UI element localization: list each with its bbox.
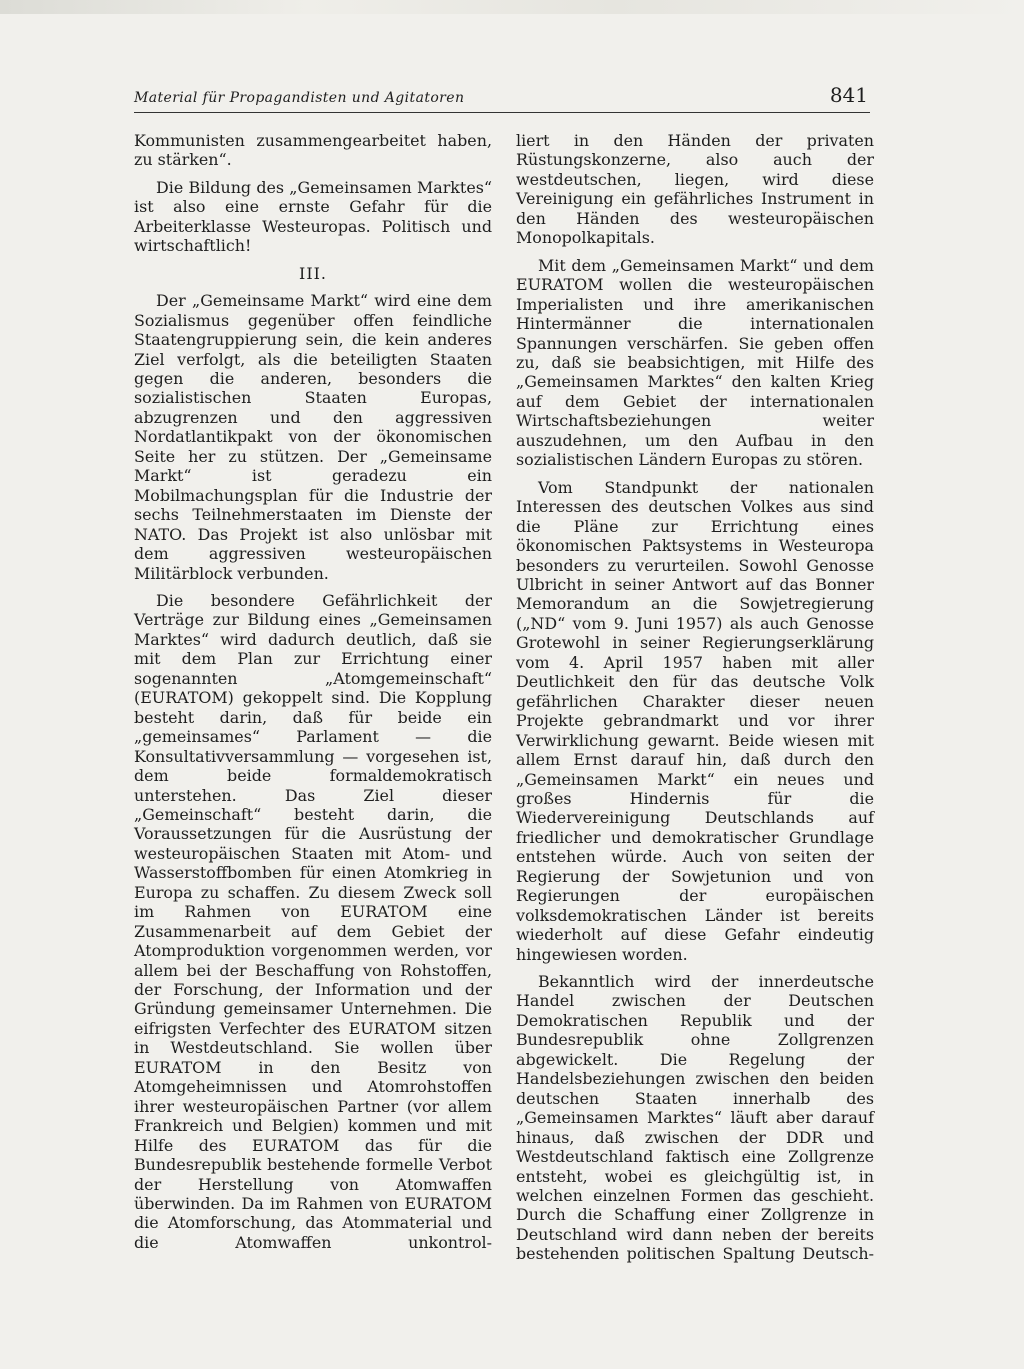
page-header <box>134 80 870 113</box>
scan-edge <box>0 0 1024 14</box>
section-heading: III. <box>299 263 327 283</box>
paragraph: Vom Standpunkt der nationalen Interessen des deutschen Volkes aus sind die Pläne zur Errichtung eines ökonomischen Paktsystems in Westeuropa besonders zu verurteilen. Sowohl Genosse Ulbricht in seiner Antwort auf das Bonner Memorandum an die Sowjetregierung („ND“ vom 9. Juni 1957) als auch Genosse Grotewohl in seiner Regierungserklärung vom 4. April 1957 haben mit aller Deutlichkeit den für das deutsche Volk gefährlichen Charakter dieser neuen Projekte gebrandmarkt und vor ihrer Verwirklichung gewarnt. Beide wiesen mit allem Ernst darauf hin, daß durch den „Gemeinsamen Markt“ ein neues und großes Hindernis für die Wiedervereinigung Deutschlands auf friedlicher und demokratischer Grundlage entstehen würde. Auch von seiten der Regierung der Sowjetunion und von Regierungen der europäischen volksdemokratischen Länder ist bereits wiederholt auf diese Gefahr eindeutig hingewiesen worden. <box>516 477 874 964</box>
paragraph: Mit dem „Gemeinsamen Markt“ und dem EURATOM wollen die westeuropäischen Imperialisten und ihre amerikanischen Hintermänner die internationalen Spannungen verschärfen. Sie geben offen zu, daß sie beabsichtigen, mit Hilfe des „Gemeinsamen Marktes“ den kalten Krieg auf dem Gebiet der internationalen Wirtschaftsbeziehungen weiter auszudehnen, um den Aufbau in den sozialistischen Ländern Europas zu stören. <box>516 255 874 470</box>
right-column <box>516 131 874 1272</box>
left-column <box>134 131 492 1260</box>
paragraph: Die Bildung des „Gemeinsamen Marktes“ ist also eine ernste Gefahr für die Arbeiterklasse Westeuropas. Politisch und wirtschaftlich! <box>134 177 492 256</box>
paragraph: Bekanntlich wird der innerdeutsche Handel zwischen der Deutschen Demokratischen Republik und der Bundesrepublik ohne Zollgrenzen abgewickelt. Die Regelung der Handelsbeziehungen zwischen den beiden deutschen Staaten innerhalb des „Gemeinsamen Marktes“ läuft aber darauf hinaus, daß zwischen der DDR und Westdeutschland faktisch eine Zollgrenze entsteht, wobei es gleichgültig ist, in welchen einzelnen Formen das geschieht. Durch die Schaffung einer Zollgrenze in Deutschland wird dann neben der bereits bestehenden politischen Spaltung Deutsch- <box>516 972 874 1264</box>
paragraph: Der „Gemeinsame Markt“ wird eine dem Sozialismus gegenüber offen feindliche Staatengruppierung sein, die kein anderes Ziel verfolgt, als die beteiligten Staaten gegen die anderen, besonders die sozialistischen Staaten Europas, abzugrenzen und den aggressiven Nordatlantikpakt von der ökonomischen Seite her zu stützen. Der „Gemeinsame Markt“ ist geradezu ein Mobilmachungsplan für die Industrie der sechs Teilnehmerstaaten im Dienste der NATO. Das Projekt ist also unlösbar mit dem aggressiven westeuropäischen Militärblock verbunden. <box>134 291 492 583</box>
running-title: Material für Propagandisten und Agitatoren <box>134 90 465 106</box>
page-number: 841 <box>829 83 868 107</box>
paragraph: Kommunisten zusammengearbeitet haben, zu stärken“. <box>134 131 492 170</box>
paragraph: Die besondere Gefährlichkeit der Verträge zur Bildung eines „Gemeinsamen Marktes“ wird dadurch deutlich, daß sie mit dem Plan zur Errichtung einer sogenannten „Atomgemeinschaft“ (EURATOM) gekoppelt sind. Die Kopplung besteht darin, daß für beide ein „gemeinsames“ Parlament — die Konsultativversammlung — vorgesehen ist, dem beide formaldemokratisch unterstehen. Das Ziel dieser „Gemeinschaft“ besteht darin, die Voraussetzungen für die Ausrüstung der westeuropäischen Staaten mit Atom- und Wasserstoffbomben für einen Atomkrieg in Europa zu schaffen. Zu diesem Zweck soll im Rahmen von EURATOM eine Zusammenarbeit auf dem Gebiet der Atomproduktion vorgenommen werden, vor allem bei der Beschaffung von Rohstoffen, der Forschung, der Information und der Gründung gemeinsamer Unternehmen. Die eifrigsten Verfechter des EURATOM sitzen in Westdeutschland. Sie wollen über EURATOM in den Besitz von Atomgeheimnissen und Atomrohstoffen ihrer westeuropäischen Partner (vor allem Frankreich und Belgien) kommen und mit Hilfe des EURATOM das für die Bundesrepublik bestehende formelle Verbot der Herstellung von Atomwaffen überwinden. Da im Rahmen von EURATOM die Atomforschung, das Atommaterial und die Atomwaffen unkontrol- <box>134 590 492 1252</box>
paragraph: liert in den Händen der privaten Rüstungskonzerne, also auch der westdeutschen, liegen, wird diese Vereinigung ein gefährliches Instrument in den Händen des westeuropäischen Monopolkapitals. <box>516 131 874 248</box>
